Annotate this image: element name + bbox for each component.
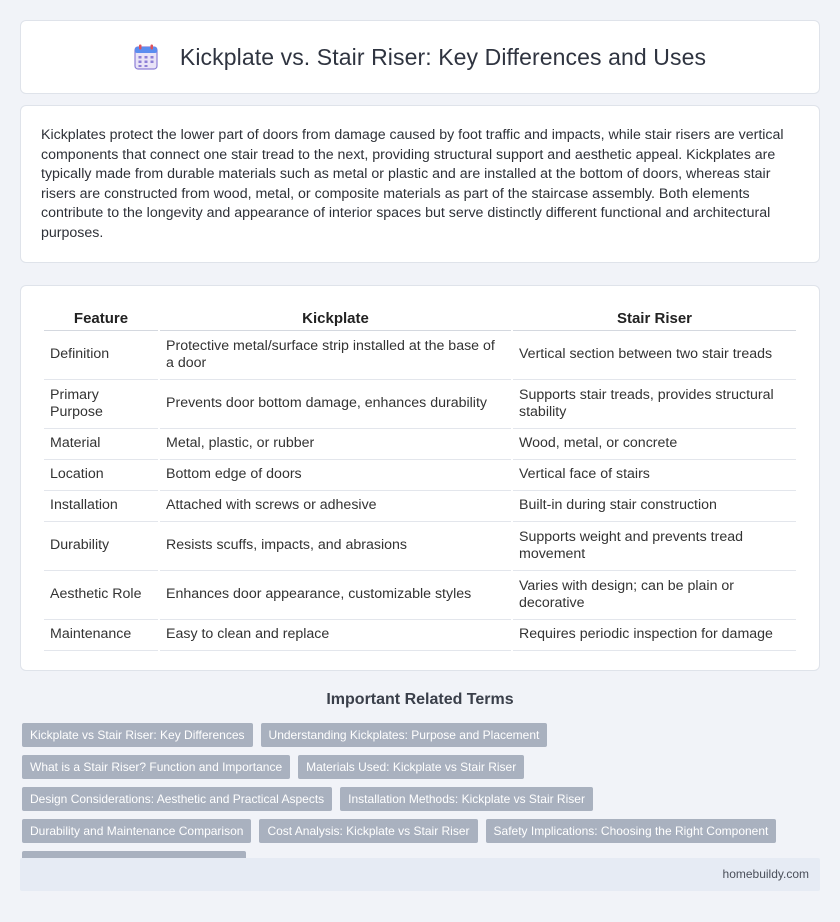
cell-stair-riser: Vertical section between two stair treads	[513, 331, 796, 380]
intro-card	[20, 105, 820, 263]
footer	[20, 858, 820, 891]
header-stair-riser: Stair Riser	[513, 304, 796, 331]
cell-feature: Primary Purpose	[44, 380, 158, 429]
related-term-tag[interactable]: Cost Analysis: Kickplate vs Stair Riser	[259, 819, 477, 843]
page-title: Kickplate vs. Stair Riser: Key Differences and Uses	[179, 43, 707, 70]
related-term-tag[interactable]: What is a Stair Riser? Function and Importance	[22, 755, 290, 779]
cell-stair-riser: Supports weight and prevents tread movement	[513, 522, 796, 571]
table-row	[44, 331, 796, 380]
cell-feature: Maintenance	[44, 620, 158, 651]
table-header-row	[44, 304, 796, 331]
related-term-tag[interactable]: Design Considerations: Aesthetic and Practical Aspects	[22, 787, 332, 811]
header-kickplate: Kickplate	[160, 304, 511, 331]
table-row	[44, 460, 796, 491]
table-row	[44, 522, 796, 571]
cell-feature: Durability	[44, 522, 158, 571]
cell-kickplate: Resists scuffs, impacts, and abrasions	[160, 522, 511, 571]
comparison-table-card	[20, 285, 820, 671]
cell-feature: Definition	[44, 331, 158, 380]
related-term-tag[interactable]: Understanding Kickplates: Purpose and Placement	[261, 723, 548, 747]
intro-paragraph: Kickplates protect the lower part of doors from damage caused by foot traffic and impacts, while stair risers are vertical components that connect one stair tread to the next, providing structural support and aesthetic appeal. Kickplates are typically made from durable materials such as metal or plastic and are installed at the bottom of doors, whereas stair risers are constructed from wood, metal, or composite materials as part of the staircase assembly. Both elements contribute to the longevity and appearance of interior spaces but serve distinctly different functional and architectural purposes.	[41, 127, 784, 241]
table-row	[44, 380, 796, 429]
cell-feature: Material	[44, 429, 158, 460]
cell-stair-riser: Requires periodic inspection for damage	[513, 620, 796, 651]
table-row	[44, 429, 796, 460]
related-term-tag[interactable]: Materials Used: Kickplate vs Stair Riser	[298, 755, 524, 779]
related-terms-list	[22, 723, 822, 875]
title-wrap	[134, 44, 706, 71]
header-card	[20, 20, 820, 94]
comparison-table	[42, 304, 798, 651]
related-term-tag[interactable]: Kickplate vs Stair Riser: Key Differences	[22, 723, 253, 747]
cell-kickplate: Bottom edge of doors	[160, 460, 511, 491]
cell-kickplate: Easy to clean and replace	[160, 620, 511, 651]
cell-kickplate: Protective metal/surface strip installed at the base of a door	[160, 331, 511, 380]
related-term-tag[interactable]: Safety Implications: Choosing the Right Component	[486, 819, 777, 843]
cell-kickplate: Prevents door bottom damage, enhances durability	[160, 380, 511, 429]
header-feature: Feature	[44, 304, 158, 331]
cell-feature: Aesthetic Role	[44, 571, 158, 620]
cell-feature: Installation	[44, 491, 158, 522]
related-terms-title: Important Related Terms	[326, 691, 514, 708]
related-term-tag[interactable]: Durability and Maintenance Comparison	[22, 819, 251, 843]
table-row	[44, 571, 796, 620]
table-row	[44, 620, 796, 651]
cell-kickplate: Metal, plastic, or rubber	[160, 429, 511, 460]
cell-stair-riser: Wood, metal, or concrete	[513, 429, 796, 460]
cell-stair-riser: Vertical face of stairs	[513, 460, 796, 491]
cell-kickplate: Enhances door appearance, customizable styles	[160, 571, 511, 620]
cell-stair-riser: Supports stair treads, provides structural stability	[513, 380, 796, 429]
cell-feature: Location	[44, 460, 158, 491]
calendar-icon	[134, 44, 158, 70]
cell-stair-riser: Varies with design; can be plain or decorative	[513, 571, 796, 620]
related-term-tag[interactable]: Installation Methods: Kickplate vs Stair Riser	[340, 787, 593, 811]
footer-site-name[interactable]: homebuildy.com	[722, 867, 809, 881]
table-row	[44, 491, 796, 522]
cell-stair-riser: Built-in during stair construction	[513, 491, 796, 522]
cell-kickplate: Attached with screws or adhesive	[160, 491, 511, 522]
